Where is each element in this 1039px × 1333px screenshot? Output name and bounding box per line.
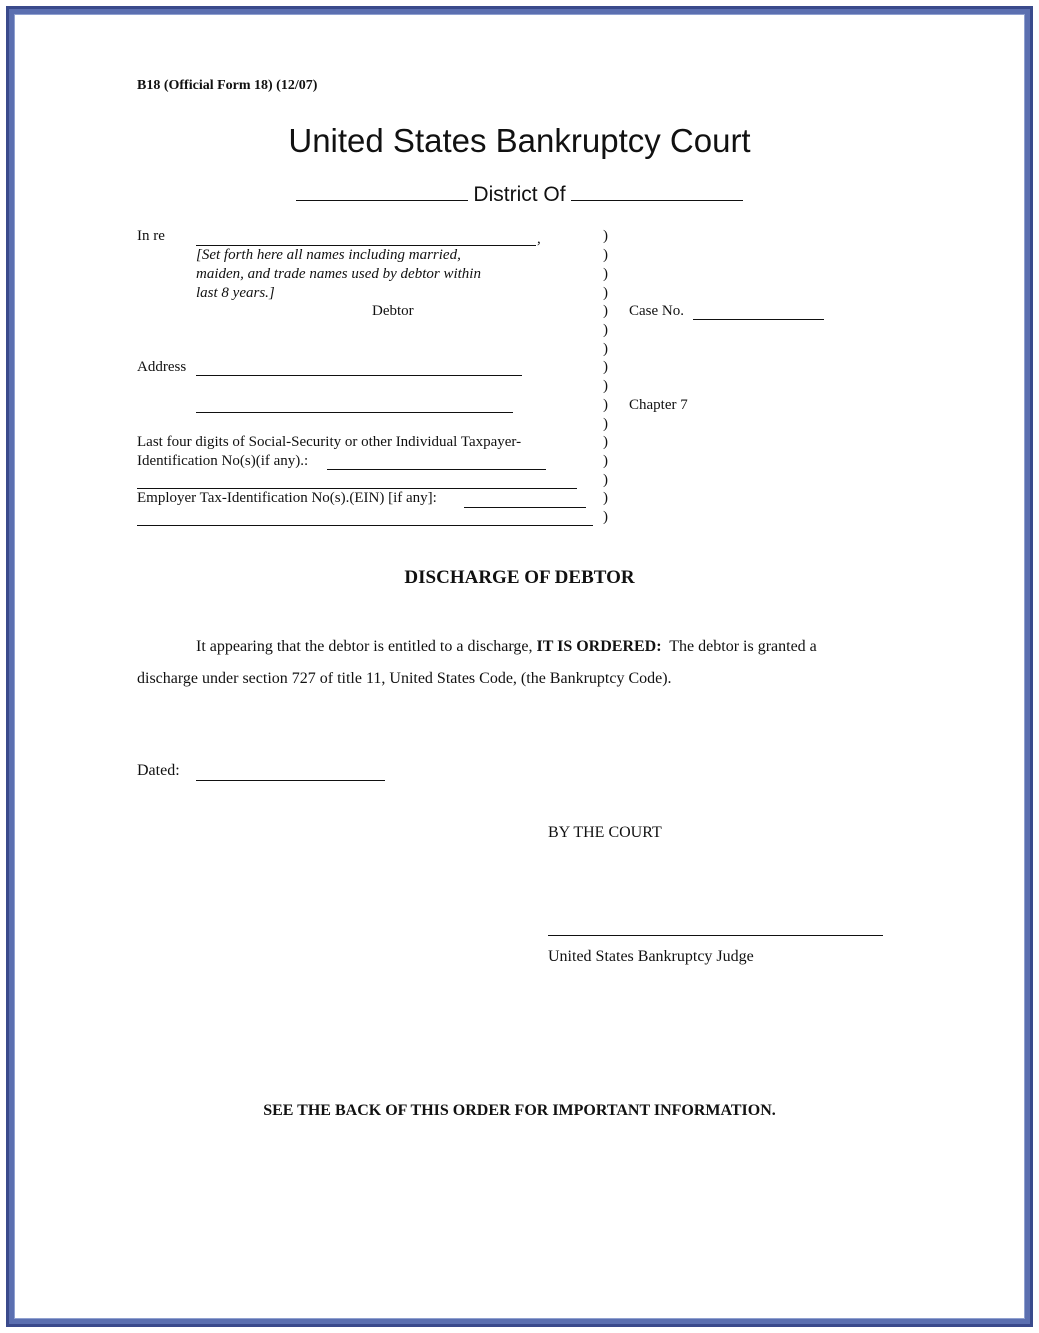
caption-paren: ) <box>603 266 608 282</box>
caption-paren: ) <box>603 416 608 432</box>
court-title: United States Bankruptcy Court <box>288 122 751 159</box>
ssn-label-line2: Identification No(s)(if any).: <box>137 453 309 469</box>
names-note-line1: [Set forth here all names including married, <box>196 247 461 263</box>
caption-paren: ) <box>603 378 608 394</box>
names-note-line2: maiden, and trade names used by debtor within <box>196 266 481 282</box>
form-id: B18 (Official Form 18) (12/07) <box>137 78 318 93</box>
in-re-label: In re <box>137 228 165 244</box>
district-blank-right[interactable] <box>571 182 743 201</box>
judge-signature-line[interactable] <box>548 935 883 936</box>
order-text-bold: IT IS ORDERED: <box>536 638 662 655</box>
caption-paren: ) <box>603 509 608 525</box>
caption-paren: ) <box>603 285 608 301</box>
caption-paren: ) <box>603 341 608 357</box>
caption-paren: ) <box>603 359 608 375</box>
district-blank-left[interactable] <box>296 182 468 201</box>
by-the-court: BY THE COURT <box>548 824 662 841</box>
address-label: Address <box>137 359 187 375</box>
district-label: District Of <box>473 183 566 206</box>
names-note-line3: last 8 years.] <box>196 285 275 301</box>
caption-paren: ) <box>603 434 608 450</box>
order-heading: DISCHARGE OF DEBTOR <box>404 567 635 588</box>
ein-label: Employer Tax-Identification No(s).(EIN) [if any]: <box>137 490 437 506</box>
caption-paren: ) <box>603 397 608 413</box>
case-no-line[interactable] <box>693 319 824 320</box>
ssn-label-line1: Last four digits of Social-Security or other Individual Taxpayer- <box>137 434 522 450</box>
footer-note: SEE THE BACK OF THIS ORDER FOR IMPORTANT INFORMATION. <box>263 1102 776 1119</box>
in-re-comma: , <box>537 231 541 247</box>
caption-paren: ) <box>603 322 608 338</box>
caption-paren: ) <box>603 303 608 319</box>
caption-paren: ) <box>603 490 608 506</box>
order-paragraph-line1 <box>196 638 817 656</box>
caption-paren: ) <box>603 247 608 263</box>
caption-paren: ) <box>603 472 608 488</box>
debtor-label: Debtor <box>372 303 414 319</box>
district-line <box>0 182 1039 207</box>
ssn-input-line[interactable] <box>327 469 546 470</box>
in-re-name-line[interactable] <box>196 245 536 246</box>
dated-line[interactable] <box>196 780 385 781</box>
dated-label: Dated: <box>137 762 180 779</box>
caption-paren: ) <box>603 228 608 244</box>
ein-input-line[interactable] <box>464 507 586 508</box>
order-text-end: The debtor is granted a <box>669 638 817 655</box>
address-line-2[interactable] <box>196 412 513 413</box>
order-text-start: It appearing that the debtor is entitled to a discharge, <box>196 638 533 655</box>
caption-paren: ) <box>603 453 608 469</box>
judge-label: United States Bankruptcy Judge <box>548 948 754 965</box>
ssn-extra-line[interactable] <box>137 488 577 489</box>
page-frame-inner <box>14 14 1025 1319</box>
ein-extra-line[interactable] <box>137 525 593 526</box>
case-no-label: Case No. <box>629 303 684 319</box>
address-line-1[interactable] <box>196 375 522 376</box>
order-paragraph-line2: discharge under section 727 of title 11, United States Code, (the Bankruptcy Code). <box>137 670 672 687</box>
chapter-label: Chapter 7 <box>629 397 688 413</box>
